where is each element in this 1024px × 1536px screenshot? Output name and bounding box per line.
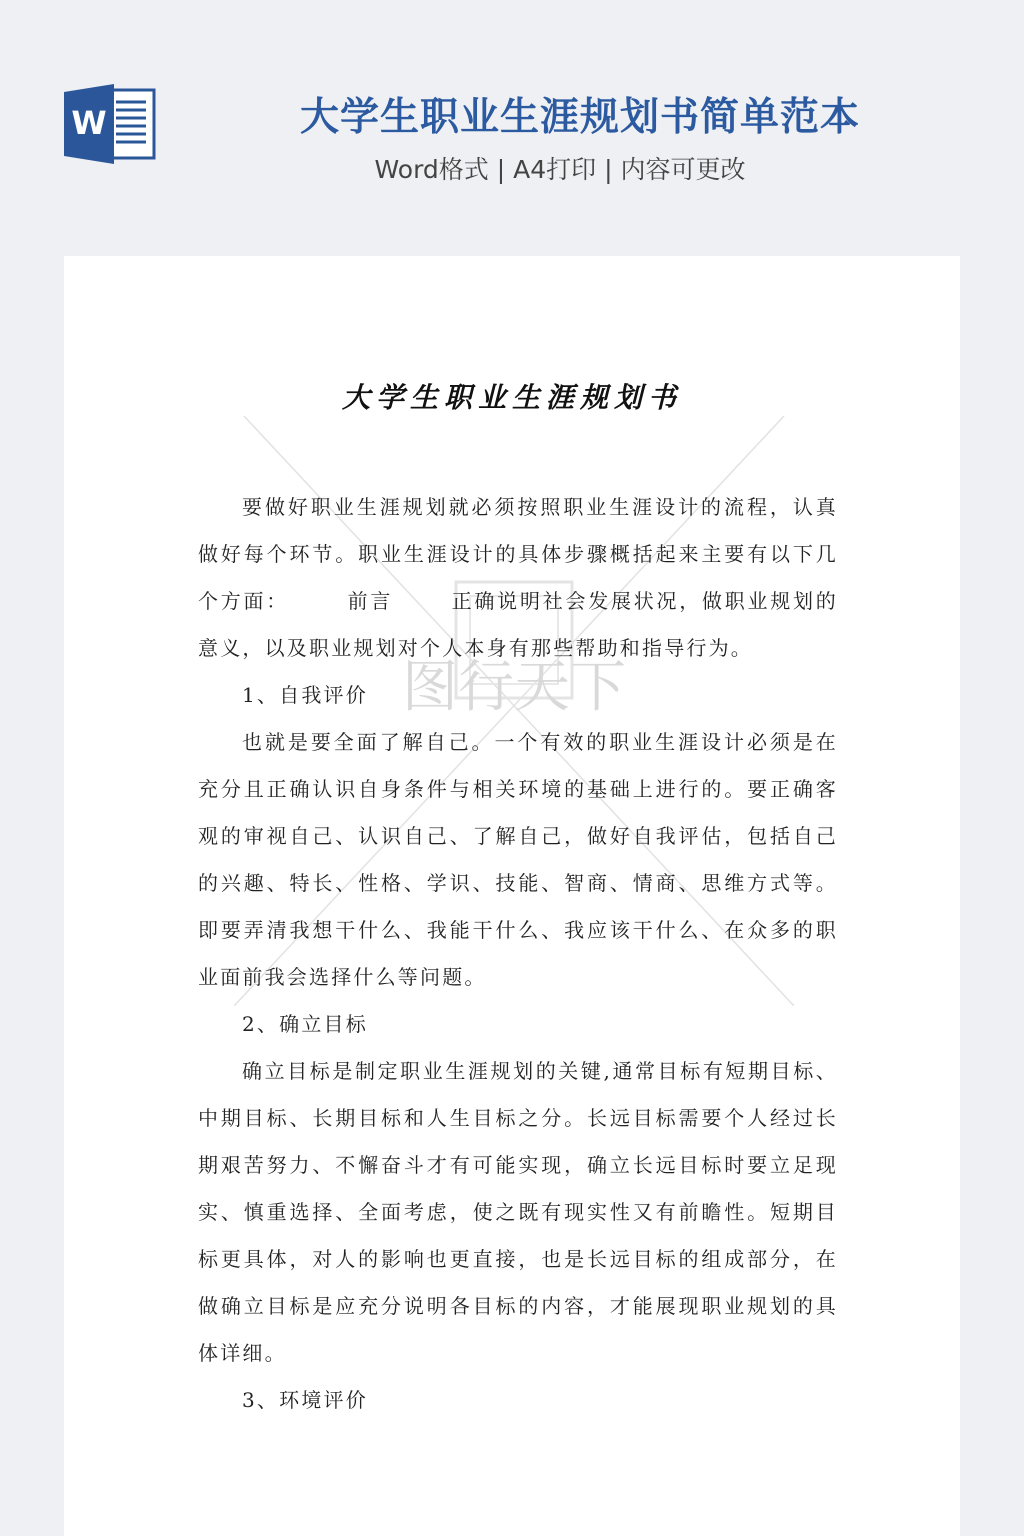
document-title: 大学生职业生涯规划书 <box>341 381 682 414</box>
section-heading-set-goals: 2、确立目标 <box>242 1012 368 1036</box>
section-body-set-goals: 确立目标是制定职业生涯规划的关键,通常目标有短期目标、中期目标、长期目标和人生目标之分。长远目标需要个人经过长期艰苦努力、不懈奋斗才有可能实现，确立长远目标时要立足现实、慎重选择、全面考虑，使之既有现实性又有前瞻性。短期目标更具体，对人的影响也更直接，也是长远目标的组成部分，在做确立目标是应充分说明各目标的内容，才能展现职业规划的具体详细。 <box>198 1059 838 1365</box>
preface-label: 前言 <box>347 589 394 613</box>
section-heading-self-evaluation: 1、自我评价 <box>242 683 368 707</box>
intro-paragraph: 要做好职业生涯规划就必须按照职业生涯设计的流程，认真做好每个环节。职业生涯设计的具体步骤概括起来主要有以下几个方面： 前言 正确说明社会发展状况，做职业规划的意义，以及职业规划对个人本身有那些帮助和指导行为。 <box>198 495 838 660</box>
page-header <box>0 0 1024 230</box>
word-icon-letter: W <box>71 104 107 142</box>
section-heading-environment-evaluation: 3、环境评价 <box>242 1388 368 1412</box>
document-body <box>198 484 838 1424</box>
page-title: 大学生职业生涯规划书简单范本 <box>299 95 860 140</box>
page-subtitle: Word格式 | A4打印 | 内容可更改 <box>374 155 746 184</box>
document-page <box>64 256 960 1536</box>
watermark-text: 图行天下 <box>402 655 626 720</box>
word-document-icon <box>64 84 156 164</box>
section-body-self-evaluation: 也就是要全面了解自己。一个有效的职业生涯设计必须是在充分且正确认识自身条件与相关环境的基础上进行的。要正确客观的审视自己、认识自己、了解自己，做好自我评估，包括自己的兴趣、特长、性格、学识、技能、智商、情商、思维方式等。即要弄清我想干什么、我能干什么、我应该干什么、在众多的职业面前我会选择什么等问题。 <box>198 730 838 989</box>
